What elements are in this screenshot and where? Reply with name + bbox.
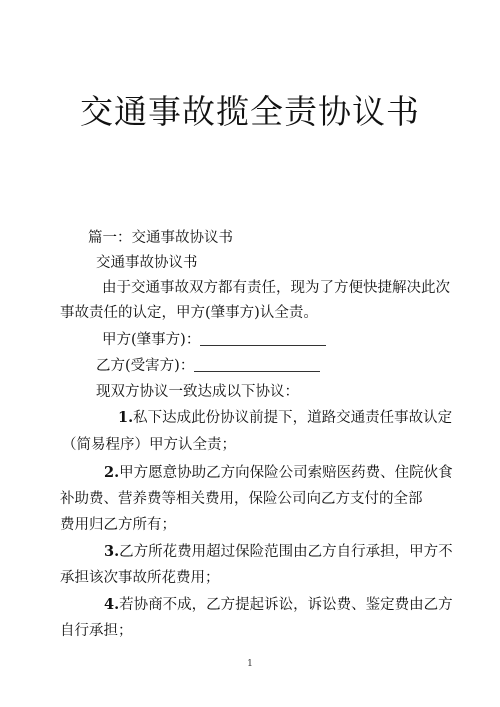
clause-line: 自行承担； — [60, 623, 133, 639]
page-number: 1 — [247, 659, 253, 669]
section-heading: 篇一：交通事故协议书 — [88, 230, 233, 246]
intro-paragraph-line: 由于交通事故双方都有责任，现为了方便快捷解决此次 — [102, 280, 450, 296]
document-title: 交通事故揽全责协议书 — [80, 92, 420, 131]
agreement-intro: 现双方协议一致达成以下协议： — [96, 384, 299, 400]
clause-line: 费用归乙方所有； — [60, 517, 176, 533]
clause-number: 2. — [104, 464, 120, 481]
clause-number: 3. — [104, 543, 120, 560]
clause-line: 承担该次事故所花费用； — [60, 570, 220, 586]
party-b-label: 乙方(受害方)： — [96, 358, 195, 374]
clause-4 — [104, 593, 453, 614]
party-b-field — [96, 354, 320, 375]
clause-2 — [104, 461, 453, 482]
party-a-blank — [200, 331, 326, 346]
clause-line: 若协商不成，乙方提起诉讼，诉讼费、鉴定费由乙方 — [119, 597, 453, 613]
clause-line: 乙方所花费用超过保险范围由乙方自行承担，甲方不 — [119, 544, 453, 560]
clause-number: 4. — [104, 596, 120, 613]
party-b-blank — [194, 357, 320, 372]
clause-3 — [104, 540, 453, 561]
document-subtitle: 交通事故协议书 — [96, 255, 198, 271]
clause-line: （简易程序）甲方认全责； — [62, 437, 236, 453]
clause-line: 私下达成此份协议前提下，道路交通责任事故认定 — [133, 410, 453, 426]
clause-line: 补助费、营养费等相关费用，保险公司向乙方支付的全部 — [60, 491, 423, 507]
party-a-label: 甲方(肇事方)： — [102, 332, 201, 348]
party-a-field — [102, 328, 326, 349]
clause-number: 1. — [118, 409, 134, 426]
clause-1 — [118, 406, 452, 427]
clause-line: 甲方愿意协助乙方向保险公司索赔医药费、住院伙食 — [119, 465, 453, 481]
intro-paragraph-line: 事故责任的认定，甲方(肇事方)认全责。 — [60, 305, 318, 321]
